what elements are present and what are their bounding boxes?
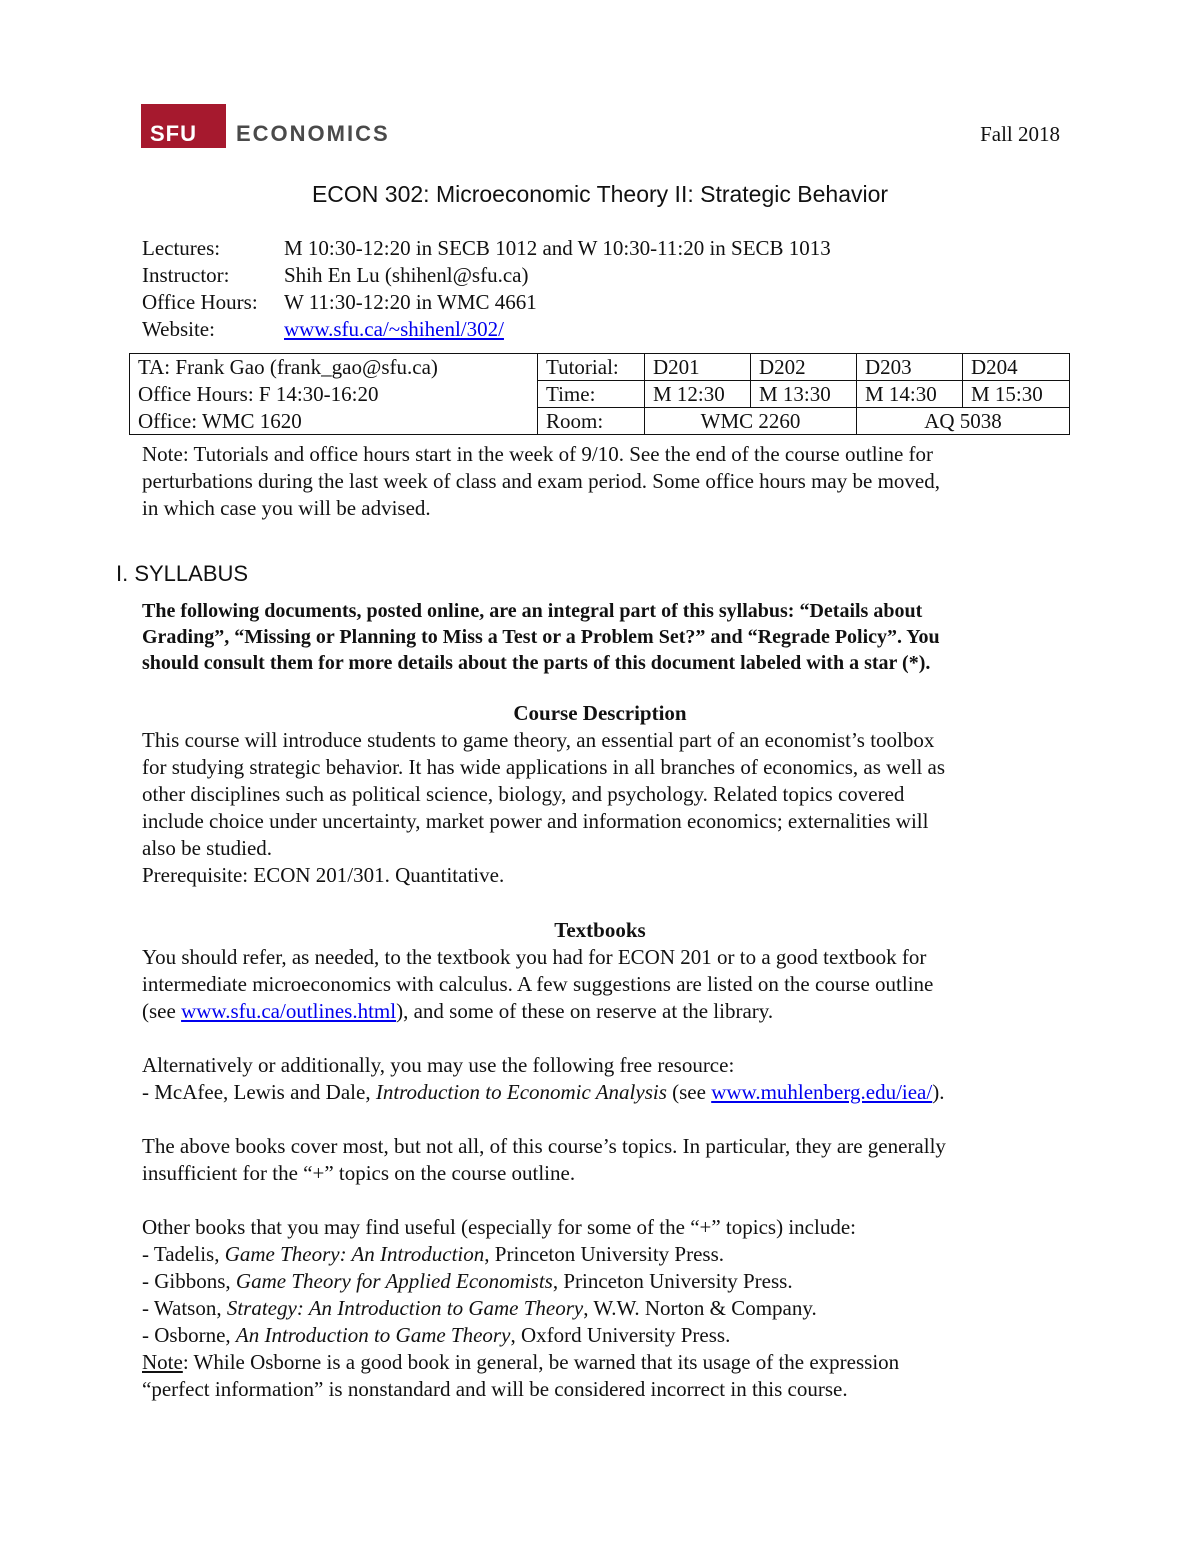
book-item bbox=[142, 1322, 1062, 1349]
book-item bbox=[142, 1241, 1062, 1268]
time-label: Time: bbox=[538, 381, 645, 408]
note-label: Note bbox=[142, 1350, 183, 1374]
text-span: , Oxford University Press. bbox=[510, 1323, 731, 1347]
course-description-heading: Course Description bbox=[513, 701, 687, 725]
text-span: (see bbox=[142, 999, 182, 1023]
time-cell: M 15:30 bbox=[963, 381, 1070, 408]
description-line: include choice under uncertainty, market power and information economics; externalities will bbox=[142, 809, 929, 833]
room-cell: WMC 2260 bbox=[645, 408, 857, 435]
book-title: An Introduction to Game Theory bbox=[235, 1323, 511, 1347]
note-line: in which case you will be advised. bbox=[142, 496, 431, 520]
section-title: I. SYLLABUS bbox=[116, 561, 249, 586]
textbooks-line bbox=[142, 998, 1062, 1025]
website-label: Website: bbox=[142, 317, 215, 341]
textbooks-heading: Textbooks bbox=[554, 918, 646, 942]
ta-office: Office: WMC 1620 bbox=[130, 408, 538, 435]
text-span: - Gibbons, bbox=[142, 1269, 236, 1293]
textbooks-line: Other books that you may find useful (especially for some of the “+” topics) include: bbox=[142, 1215, 856, 1239]
time-cell: M 14:30 bbox=[857, 381, 963, 408]
room-cell: AQ 5038 bbox=[857, 408, 1070, 435]
book-item bbox=[142, 1295, 1062, 1322]
osborne-note bbox=[142, 1349, 1062, 1376]
course-title: ECON 302: Microeconomic Theory II: Strategic Behavior bbox=[311, 181, 889, 207]
syllabus-intro-line: The following documents, posted online, are an integral part of this syllabus: “Details about bbox=[142, 600, 923, 622]
osborne-note: “perfect information” is nonstandard and will be considered incorrect in this course. bbox=[142, 1377, 848, 1401]
instructor-value: Shih En Lu (shihenl@sfu.ca) bbox=[284, 263, 529, 287]
description-line: also be studied. bbox=[142, 836, 273, 860]
time-cell: M 12:30 bbox=[645, 381, 751, 408]
sfu-logo-text: SFU bbox=[150, 121, 197, 146]
book-title: Game Theory: An Introduction bbox=[224, 1242, 485, 1266]
tutorial-label: Tutorial: bbox=[538, 354, 645, 381]
office-hours-label: Office Hours: bbox=[142, 290, 258, 314]
book-item bbox=[142, 1268, 1062, 1295]
book-title: Strategy: An Introduction to Game Theory bbox=[226, 1296, 584, 1320]
description-line: other disciplines such as political science, biology, and psychology. Related topics covered bbox=[142, 782, 905, 806]
text-span: - Tadelis, bbox=[142, 1242, 225, 1266]
tutorial-cell: D202 bbox=[751, 354, 857, 381]
syllabus-intro-line: should consult them for more details about the parts of this document labeled with a star (*). bbox=[142, 652, 931, 674]
syllabus-intro-line: Grading”, “Missing or Planning to Miss a Test or a Problem Set?” and “Regrade Policy”. You bbox=[142, 626, 940, 648]
time-cell: M 13:30 bbox=[751, 381, 857, 408]
textbooks-line: insufficient for the “+” topics on the course outline. bbox=[142, 1161, 576, 1185]
textbooks-line: You should refer, as needed, to the textbook you had for ECON 201 or to a good textbook for bbox=[142, 945, 927, 969]
textbooks-line: intermediate microeconomics with calculus. A few suggestions are listed on the course outline bbox=[142, 972, 934, 996]
lectures-value: M 10:30-12:20 in SECB 1012 and W 10:30-11:20 in SECB 1013 bbox=[284, 236, 831, 260]
text-span: ). bbox=[932, 1080, 945, 1104]
room-label: Room: bbox=[538, 408, 645, 435]
tutorial-cell: D203 bbox=[857, 354, 963, 381]
tutorial-cell: D201 bbox=[645, 354, 751, 381]
instructor-label: Instructor: bbox=[142, 263, 230, 287]
description-line: This course will introduce students to game theory, an essential part of an economist’s toolbox bbox=[142, 728, 935, 752]
book-title: Game Theory for Applied Economists bbox=[235, 1269, 553, 1293]
outlines-link[interactable]: www.sfu.ca/outlines.html bbox=[181, 999, 397, 1023]
ta-tutorial-table bbox=[129, 353, 1070, 435]
textbooks-line bbox=[142, 1079, 1062, 1106]
textbooks-line: Alternatively or additionally, you may use the following free resource: bbox=[142, 1053, 735, 1077]
text-span: (see bbox=[666, 1080, 712, 1104]
department-name: ECONOMICS bbox=[236, 121, 390, 146]
book-title: Introduction to Economic Analysis bbox=[375, 1080, 667, 1104]
text-span: , W.W. Norton & Company. bbox=[583, 1296, 817, 1320]
term: Fall 2018 bbox=[980, 122, 1060, 146]
ta-office-hours: Office Hours: F 14:30-16:20 bbox=[130, 381, 538, 408]
textbooks-line: The above books cover most, but not all, of this course’s topics. In particular, they are generally bbox=[142, 1134, 946, 1158]
lectures-label: Lectures: bbox=[142, 236, 221, 260]
note-line: Note: Tutorials and office hours start in the week of 9/10. See the end of the course outline for bbox=[142, 442, 934, 466]
text-span: - Watson, bbox=[142, 1296, 227, 1320]
text-span: - McAfee, Lewis and Dale, bbox=[142, 1080, 376, 1104]
ta-name: TA: Frank Gao (frank_gao@sfu.ca) bbox=[130, 354, 538, 381]
text-span: , Princeton University Press. bbox=[484, 1242, 724, 1266]
note-line: perturbations during the last week of class and exam period. Some office hours may be moved, bbox=[142, 469, 940, 493]
prerequisite: Prerequisite: ECON 201/301. Quantitative. bbox=[142, 863, 505, 887]
text-span: , Princeton University Press. bbox=[552, 1269, 793, 1293]
text-span: - Osborne, bbox=[142, 1323, 236, 1347]
description-line: for studying strategic behavior. It has wide applications in all branches of economics, as well as bbox=[142, 755, 946, 779]
office-hours-value: W 11:30-12:20 in WMC 4661 bbox=[284, 290, 537, 314]
text-span: : While Osborne is a good book in general, be warned that its usage of the expression bbox=[182, 1350, 900, 1374]
muhlenberg-link[interactable]: www.muhlenberg.edu/iea/ bbox=[711, 1080, 933, 1104]
text-span: ), and some of these on reserve at the library. bbox=[396, 999, 774, 1023]
tutorial-cell: D204 bbox=[963, 354, 1070, 381]
website-link[interactable]: www.sfu.ca/~shihenl/302/ bbox=[284, 317, 504, 341]
